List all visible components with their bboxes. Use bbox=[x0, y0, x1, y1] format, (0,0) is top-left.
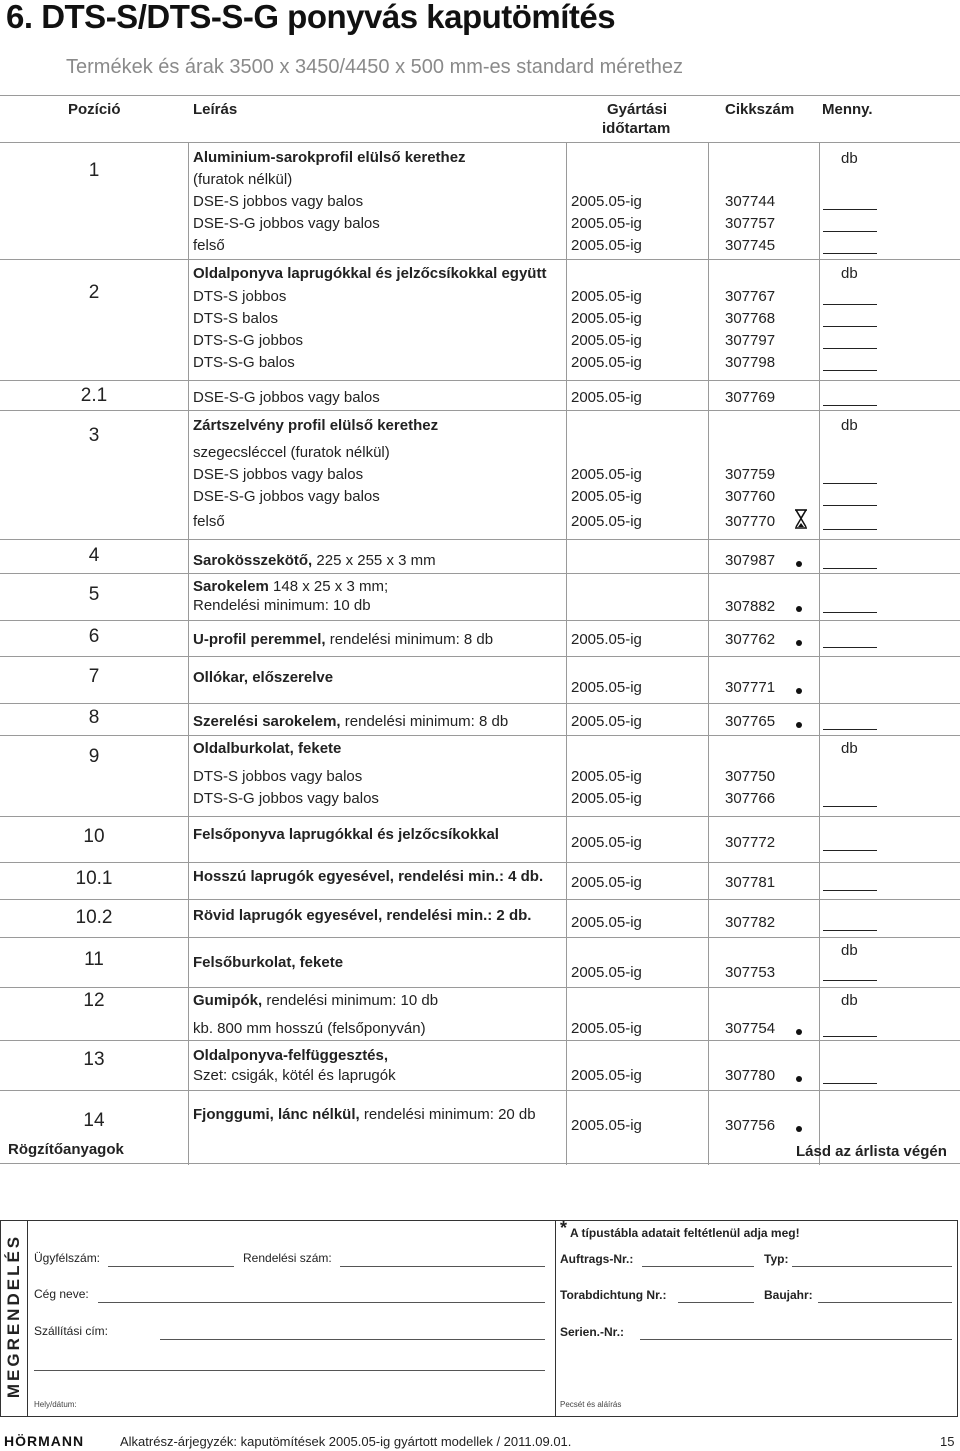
unit-label: db bbox=[841, 417, 858, 434]
qty-field[interactable] bbox=[823, 980, 877, 981]
bullet-icon bbox=[796, 722, 802, 728]
row-subtitle: (furatok nélkül) bbox=[193, 171, 293, 188]
item-article: 307754 bbox=[725, 1020, 776, 1037]
hourglass-icon bbox=[794, 509, 808, 529]
bullet-icon bbox=[796, 1126, 802, 1132]
col-pozicio: Pozíció bbox=[68, 101, 121, 118]
note-text: A típustábla adatait feltétlenül adja meg! bbox=[570, 1226, 800, 1240]
header-top-rule bbox=[0, 95, 960, 96]
item-date: 2005.05-ig bbox=[571, 964, 642, 981]
auftrags-field[interactable] bbox=[642, 1266, 754, 1267]
row-rule bbox=[0, 380, 960, 381]
order-vertical-label: MEGRENDELÉS bbox=[4, 1233, 23, 1399]
row-subtitle: szegecsléccel (furatok nélkül) bbox=[193, 444, 390, 461]
item-article: 307767 bbox=[725, 288, 776, 305]
row-title: Ollókar, előszerelve bbox=[193, 669, 334, 686]
item-desc: DSE-S-G jobbos vagy balos bbox=[193, 389, 380, 406]
fasteners-label: Rögzítőanyagok bbox=[8, 1141, 124, 1158]
item-article: 307798 bbox=[725, 354, 776, 371]
customer-number-field[interactable] bbox=[108, 1266, 234, 1267]
page-subtitle: Termékek és árak 3500 x 3450/4450 x 500 mm-es standard mérethez bbox=[66, 56, 683, 78]
row-position: 12 bbox=[83, 990, 105, 1011]
shipping-address-label: Szállítási cím: bbox=[34, 1324, 109, 1338]
typ-label: Typ: bbox=[764, 1252, 789, 1266]
row-title: Aluminium-sarokprofil elülső kerethez bbox=[193, 149, 466, 166]
qty-field[interactable] bbox=[823, 850, 877, 851]
row-position: 6 bbox=[88, 626, 100, 647]
row-rule bbox=[0, 259, 960, 260]
grid-line bbox=[566, 142, 567, 1165]
item-date: 2005.05-ig bbox=[571, 215, 642, 232]
item-article: 307771 bbox=[725, 679, 776, 696]
company-name-field[interactable] bbox=[98, 1302, 545, 1303]
item-date: 2005.05-ig bbox=[571, 834, 642, 851]
item-article: 307745 bbox=[725, 237, 776, 254]
item-article: 307750 bbox=[725, 768, 776, 785]
torabdichtung-field[interactable] bbox=[678, 1302, 754, 1303]
row-position: 2 bbox=[88, 282, 100, 303]
item-article: 307760 bbox=[725, 488, 776, 505]
qty-field[interactable] bbox=[823, 231, 877, 232]
item-desc: DTS-S jobbos vagy balos bbox=[193, 768, 363, 785]
auftrags-label: Auftrags-Nr.: bbox=[560, 1252, 634, 1266]
bullet-icon bbox=[796, 1076, 802, 1082]
row-position: 3 bbox=[88, 425, 100, 446]
row-title: Hosszú laprugók egyesével, rendelési min.: 4 db. bbox=[193, 868, 544, 885]
qty-field[interactable] bbox=[823, 348, 877, 349]
row-rule bbox=[0, 703, 960, 704]
form-divider bbox=[555, 1220, 556, 1417]
order-number-field[interactable] bbox=[340, 1266, 545, 1267]
row-position: 14 bbox=[83, 1110, 105, 1131]
item-article: 307762 bbox=[725, 631, 776, 648]
customer-number-label: Ügyfélszám: bbox=[34, 1251, 101, 1265]
unit-label: db bbox=[841, 150, 858, 167]
row-title: Oldalponyva-felfüggesztés, bbox=[193, 1047, 389, 1064]
qty-field[interactable] bbox=[823, 483, 877, 484]
row-position: 10 bbox=[83, 826, 105, 847]
qty-field[interactable] bbox=[823, 209, 877, 210]
qty-field[interactable] bbox=[823, 930, 877, 931]
item-date: 2005.05-ig bbox=[571, 631, 642, 648]
page-number: 15 bbox=[940, 1434, 955, 1449]
row-rule bbox=[0, 620, 960, 621]
qty-field[interactable] bbox=[823, 370, 877, 371]
item-date: 2005.05-ig bbox=[571, 1067, 642, 1084]
row-rule bbox=[0, 937, 960, 938]
order-number-label: Rendelési szám: bbox=[243, 1251, 332, 1265]
item-date: 2005.05-ig bbox=[571, 332, 642, 349]
company-name-label: Cég neve: bbox=[34, 1287, 89, 1301]
col-gyartasi: Gyártási bbox=[607, 101, 668, 118]
hormann-logo: HÖRMANN bbox=[4, 1433, 85, 1449]
note-star: * bbox=[560, 1218, 568, 1238]
col-menny: Menny. bbox=[822, 101, 873, 118]
row-title: Oldalponyva laprugókkal és jelzőcsíkokkal együtt bbox=[193, 265, 547, 282]
item-desc: felső bbox=[193, 513, 225, 530]
qty-field[interactable] bbox=[823, 529, 877, 530]
item-date: 2005.05-ig bbox=[571, 193, 642, 210]
row-rule bbox=[0, 539, 960, 540]
baujahr-field[interactable] bbox=[818, 1302, 952, 1303]
item-desc: DSE-S jobbos vagy balos bbox=[193, 193, 364, 210]
item-date: 2005.05-ig bbox=[571, 354, 642, 371]
item-desc: DTS-S-G jobbos bbox=[193, 332, 304, 349]
unit-label: db bbox=[841, 740, 858, 757]
serial-number-field[interactable] bbox=[640, 1339, 952, 1340]
qty-field[interactable] bbox=[823, 612, 877, 613]
item-date: 2005.05-ig bbox=[571, 1020, 642, 1037]
bullet-icon bbox=[796, 561, 802, 567]
row-position: 13 bbox=[83, 1049, 105, 1070]
row-text-line2: Szet: csigák, kötél és laprugók bbox=[193, 1067, 396, 1084]
item-desc: DTS-S balos bbox=[193, 310, 279, 327]
row-rule bbox=[0, 573, 960, 574]
row-text: Gumipók, rendelési minimum: 10 db bbox=[193, 992, 439, 1009]
item-article: 307759 bbox=[725, 466, 776, 483]
row-position: 8 bbox=[88, 707, 100, 728]
baujahr-label: Baujahr: bbox=[764, 1288, 813, 1302]
row-position: 9 bbox=[88, 746, 100, 767]
item-date: 2005.05-ig bbox=[571, 768, 642, 785]
row-rule bbox=[0, 987, 960, 988]
row-text-line2: kb. 800 mm hosszú (felsőponyván) bbox=[193, 1020, 426, 1037]
item-desc: DSE-S jobbos vagy balos bbox=[193, 466, 364, 483]
item-desc: DTS-S-G jobbos vagy balos bbox=[193, 790, 379, 807]
bullet-icon bbox=[796, 606, 802, 612]
item-article: 307768 bbox=[725, 310, 776, 327]
row-rule bbox=[0, 735, 960, 736]
stamp-signature-label: Pecsét és aláírás bbox=[560, 1400, 622, 1409]
bullet-icon bbox=[796, 1029, 802, 1035]
qty-field[interactable] bbox=[823, 568, 877, 569]
bullet-icon bbox=[796, 688, 802, 694]
item-article: 307882 bbox=[725, 598, 776, 615]
item-date: 2005.05-ig bbox=[571, 874, 642, 891]
row-text-line2: Rendelési minimum: 10 db bbox=[193, 597, 371, 614]
item-article: 307797 bbox=[725, 332, 776, 349]
qty-field[interactable] bbox=[823, 326, 877, 327]
qty-field[interactable] bbox=[823, 1036, 877, 1037]
item-date: 2005.05-ig bbox=[571, 790, 642, 807]
row-title: Oldalburkolat, fekete bbox=[193, 740, 342, 757]
item-date: 2005.05-ig bbox=[571, 513, 642, 530]
item-article: 307780 bbox=[725, 1067, 776, 1084]
row-rule bbox=[0, 816, 960, 817]
col-cikkszam: Cikkszám bbox=[725, 101, 795, 118]
item-article: 307744 bbox=[725, 193, 776, 210]
item-article: 307772 bbox=[725, 834, 776, 851]
shipping-address-field[interactable] bbox=[160, 1339, 545, 1340]
item-article: 307781 bbox=[725, 874, 776, 891]
qty-field[interactable] bbox=[823, 505, 877, 506]
item-desc: DTS-S-G balos bbox=[193, 354, 295, 371]
see-pricelist-label: Lásd az árlista végén bbox=[796, 1143, 947, 1160]
item-article: 307766 bbox=[725, 790, 776, 807]
qty-field[interactable] bbox=[823, 405, 877, 406]
row-text: Fjonggumi, lánc nélkül, rendelési minimum: 20 db bbox=[193, 1106, 536, 1123]
row-text: Szerelési sarokelem, rendelési minimum: 8 db bbox=[193, 713, 509, 730]
row-position: 10.1 bbox=[75, 868, 113, 889]
item-article: 307765 bbox=[725, 713, 776, 730]
row-position: 10.2 bbox=[75, 907, 113, 928]
item-article: 307987 bbox=[725, 552, 776, 569]
item-date: 2005.05-ig bbox=[571, 713, 642, 730]
qty-field[interactable] bbox=[823, 304, 877, 305]
header-bottom-rule bbox=[0, 142, 960, 143]
item-desc: felső bbox=[193, 237, 225, 254]
row-rule bbox=[0, 410, 960, 411]
item-article: 307757 bbox=[725, 215, 776, 232]
unit-label: db bbox=[841, 265, 858, 282]
shipping-address-field-2[interactable] bbox=[34, 1370, 545, 1371]
grid-line bbox=[188, 142, 189, 1165]
item-date: 2005.05-ig bbox=[571, 1117, 642, 1134]
item-date: 2005.05-ig bbox=[571, 679, 642, 696]
grid-line bbox=[819, 142, 820, 1165]
grid-line bbox=[708, 142, 709, 1165]
page-title: 6. DTS-S/DTS-S-G ponyvás kaputömítés bbox=[6, 0, 616, 35]
qty-field[interactable] bbox=[823, 729, 877, 730]
row-title: Rövid laprugók egyesével, rendelési min.: 2 db. bbox=[193, 907, 532, 924]
unit-label: db bbox=[841, 942, 858, 959]
row-title: Felsőburkolat, fekete bbox=[193, 954, 344, 971]
item-date: 2005.05-ig bbox=[571, 466, 642, 483]
bullet-icon bbox=[796, 640, 802, 646]
typ-field[interactable] bbox=[792, 1266, 952, 1267]
torabdichtung-label: Torabdichtung Nr.: bbox=[560, 1288, 667, 1302]
item-date: 2005.05-ig bbox=[571, 914, 642, 931]
row-text: Sarokelem 148 x 25 x 3 mm; bbox=[193, 578, 389, 595]
row-rule bbox=[0, 1090, 960, 1091]
item-article: 307753 bbox=[725, 964, 776, 981]
qty-field[interactable] bbox=[823, 253, 877, 254]
row-position: 4 bbox=[88, 545, 100, 566]
row-rule bbox=[0, 1163, 960, 1164]
row-title: Zártszelvény profil elülső kerethez bbox=[193, 417, 439, 434]
row-position: 7 bbox=[88, 666, 100, 687]
item-date: 2005.05-ig bbox=[571, 389, 642, 406]
place-date-label: Hely/dátum: bbox=[34, 1400, 77, 1409]
item-article: 307769 bbox=[725, 389, 776, 406]
row-position: 5 bbox=[88, 584, 100, 605]
qty-field[interactable] bbox=[823, 890, 877, 891]
item-desc: DTS-S jobbos bbox=[193, 288, 287, 305]
item-article: 307782 bbox=[725, 914, 776, 931]
item-date: 2005.05-ig bbox=[571, 310, 642, 327]
row-position: 1 bbox=[88, 160, 100, 181]
unit-label: db bbox=[841, 992, 858, 1009]
qty-field[interactable] bbox=[823, 1083, 877, 1084]
row-title: Felsőponyva laprugókkal és jelzőcsíkokkal bbox=[193, 826, 499, 843]
row-rule bbox=[0, 862, 960, 863]
row-rule bbox=[0, 1040, 960, 1041]
row-position: 2.1 bbox=[80, 385, 108, 406]
row-position: 11 bbox=[84, 949, 104, 970]
item-date: 2005.05-ig bbox=[571, 237, 642, 254]
qty-field[interactable] bbox=[823, 806, 877, 807]
row-text: U-profil peremmel, rendelési minimum: 8 db bbox=[193, 631, 494, 648]
item-desc: DSE-S-G jobbos vagy balos bbox=[193, 488, 380, 505]
item-article: 307770 bbox=[725, 513, 776, 530]
item-date: 2005.05-ig bbox=[571, 488, 642, 505]
serial-number-label: Serien.-Nr.: bbox=[560, 1325, 625, 1339]
item-article: 307756 bbox=[725, 1117, 776, 1134]
row-text: Sarokösszekötő, 225 x 255 x 3 mm bbox=[193, 552, 436, 569]
qty-field[interactable] bbox=[823, 647, 877, 648]
col-idotartam: időtartam bbox=[602, 120, 671, 137]
row-rule bbox=[0, 656, 960, 657]
footer-text: Alkatrész-árjegyzék: kaputömítések 2005.05-ig gyártott modellek / 2011.09.01. bbox=[120, 1434, 572, 1449]
item-date: 2005.05-ig bbox=[571, 288, 642, 305]
item-desc: DSE-S-G jobbos vagy balos bbox=[193, 215, 380, 232]
order-form bbox=[0, 1220, 958, 1417]
col-leiras: Leírás bbox=[193, 101, 238, 118]
row-rule bbox=[0, 899, 960, 900]
